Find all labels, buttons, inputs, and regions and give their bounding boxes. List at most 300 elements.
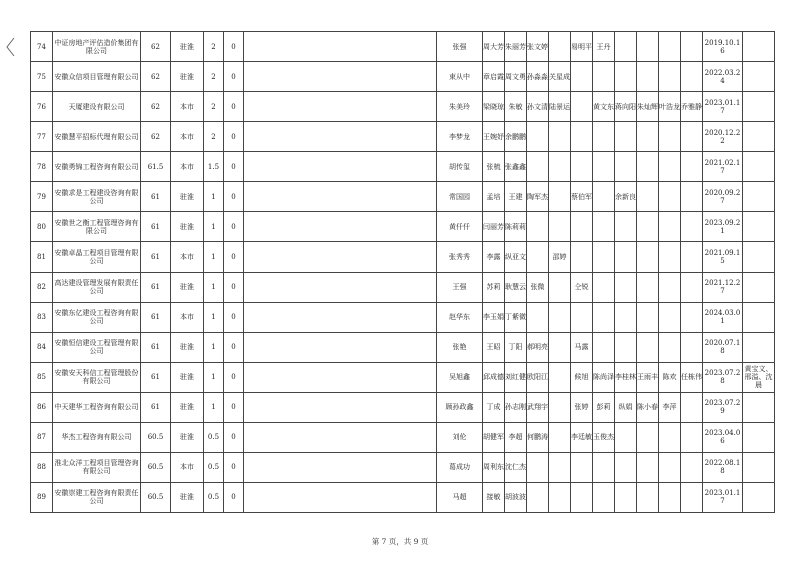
score-b: 0 [224,392,244,422]
member-name [527,212,549,242]
member-name [571,122,593,152]
member-name: 候旭 [571,362,593,392]
region: 本市 [171,242,204,272]
row-number: 89 [31,482,53,512]
region: 驻淮 [171,212,204,242]
score-a: 1 [204,242,224,272]
score-a: 0.5 [204,422,224,452]
member-name [527,152,549,182]
member-name [681,302,703,332]
remark [743,152,775,182]
member-name [593,152,615,182]
member-name: 仝锐 [571,272,593,302]
score-a: 1 [204,272,224,302]
certificate-date: 2019.10.16 [703,32,743,62]
member-name: 张微 [527,272,549,302]
score: 61 [141,212,171,242]
member-name [659,242,681,272]
member-name: 蒋向阳 [615,92,637,122]
member-name: 陆景运 [549,92,571,122]
member-name: 陈尚泽 [593,362,615,392]
score-b: 0 [224,422,244,452]
certificate-date: 2020.07.18 [703,332,743,362]
certificate-date: 2022.08.18 [703,452,743,482]
member-name [681,152,703,182]
row-number: 87 [31,422,53,452]
member-name [527,482,549,512]
member-name: 接敏 [483,482,505,512]
member-name [637,32,659,62]
remark [743,422,775,452]
member-name [659,182,681,212]
member-name: 马露 [571,332,593,362]
member-name [549,122,571,152]
company-name: 中证房地产评估造价集团有限公司 [53,32,141,62]
member-name: 易明平 [571,32,593,62]
member-name: 陈欢 [659,362,681,392]
remark [743,212,775,242]
table-row [31,152,775,182]
member-name [659,482,681,512]
member-name [571,242,593,272]
member-name [659,122,681,152]
member-name [527,242,549,272]
company-name: 安徽勇锦工程咨询有限公司 [53,152,141,182]
member-name: 丁紫微 [505,302,527,332]
score-a: 1 [204,362,224,392]
remark [743,332,775,362]
company-name: 淮北众洋工程项目管理咨询有限公司 [53,452,141,482]
table-row [31,332,775,362]
member-name [637,422,659,452]
table-row [31,422,775,452]
score-b: 0 [224,482,244,512]
member-name: 蔡伯军 [571,182,593,212]
member-name [571,62,593,92]
member-name [549,422,571,452]
region: 驻淮 [171,32,204,62]
member-name [593,332,615,362]
member-name: 王昭 [483,332,505,362]
region: 驻淮 [171,362,204,392]
member-name: 邵婷 [549,242,571,272]
member-name [549,32,571,62]
blank-cell [244,302,437,332]
score-a: 1 [204,392,224,422]
score: 61 [141,392,171,422]
member-name: 余鹏鹏 [505,122,527,152]
score-b: 0 [224,332,244,362]
company-name: 安徽卓晶工程项目管理有限公司 [53,242,141,272]
member-name: 陈小春 [637,392,659,422]
member-name [681,122,703,152]
row-number: 74 [31,32,53,62]
table-row [31,392,775,422]
score-a: 2 [204,32,224,62]
member-name [659,452,681,482]
region: 驻淮 [171,392,204,422]
member-name [549,302,571,332]
member-name [593,272,615,302]
member-name [659,272,681,302]
score: 60.5 [141,482,171,512]
blank-cell [244,272,437,302]
blank-cell [244,212,437,242]
blank-cell [244,242,437,272]
member-name [681,272,703,302]
member-name: 关星成 [549,62,571,92]
score-b: 0 [224,122,244,152]
member-name: 张梳 [483,152,505,182]
certificate-date: 2021.02.17 [703,152,743,182]
member-name: 张鑫鑫 [505,152,527,182]
region: 本市 [171,152,204,182]
responsible-person: 束从中 [437,62,483,92]
certificate-date: 2024.03.01 [703,302,743,332]
member-name [593,182,615,212]
member-name: 丁阳 [505,332,527,362]
region: 驻淮 [171,272,204,302]
member-name: 刘红健 [505,362,527,392]
row-number: 79 [31,182,53,212]
region: 本市 [171,302,204,332]
blank-cell [244,62,437,92]
table-row [31,482,775,512]
member-name [571,92,593,122]
remark [743,272,775,302]
responsible-person: 葛成功 [437,452,483,482]
member-name: 胡健军 [483,422,505,452]
member-name [527,122,549,152]
score-b: 0 [224,212,244,242]
member-name: 王建 [505,182,527,212]
certificate-date: 2023.01.17 [703,92,743,122]
member-name [593,302,615,332]
member-name: 梁晓琼 [483,92,505,122]
member-name [659,422,681,452]
row-number: 78 [31,152,53,182]
member-name: 王婉妤 [483,122,505,152]
blank-cell [244,32,437,62]
company-name: 安徽求是工程建设咨询有限公司 [53,182,141,212]
score: 61 [141,272,171,302]
member-name [527,452,549,482]
member-name [571,452,593,482]
member-name [615,242,637,272]
score-b: 0 [224,92,244,122]
table-row [31,212,775,242]
member-name: 陈莉莉 [505,212,527,242]
row-number: 75 [31,62,53,92]
certificate-date: 2020.09.27 [703,182,743,212]
certificate-date: 2022.03.24 [703,62,743,92]
member-name: 李露 [483,242,505,272]
member-name: 欧阳江 [527,362,549,392]
member-name [549,392,571,422]
row-number: 84 [31,332,53,362]
score: 61 [141,302,171,332]
member-name [637,452,659,482]
member-name [681,392,703,422]
member-name: 胡波波 [505,482,527,512]
table-row [31,272,775,302]
member-name [615,482,637,512]
member-name [659,62,681,92]
member-name: 余新良 [615,182,637,212]
member-name: 纵亚文 [505,242,527,272]
member-name: 闫丽芳 [483,212,505,242]
score-b: 0 [224,452,244,482]
member-name [681,32,703,62]
member-name [615,422,637,452]
member-name: 朱丽芳 [505,32,527,62]
member-name: 孙文清 [527,92,549,122]
row-number: 86 [31,392,53,422]
member-name [571,212,593,242]
row-number: 81 [31,242,53,272]
remark [743,32,775,62]
score: 60.5 [141,422,171,452]
remark [743,62,775,92]
company-name: 中天建华工程咨询有限公司 [53,392,141,422]
member-name [571,152,593,182]
row-number: 83 [31,302,53,332]
score: 62 [141,62,171,92]
responsible-person: 黄仟仟 [437,212,483,242]
page-number: 第 7 页，共 9 页 [371,537,429,546]
score: 61 [141,242,171,272]
row-number: 76 [31,92,53,122]
score-a: 0.5 [204,452,224,482]
certificate-date: 2023.04.06 [703,422,743,452]
score-a: 2 [204,62,224,92]
member-name: 李廷敏 [571,422,593,452]
member-name: 孙淼淼 [527,62,549,92]
score-a: 0.5 [204,482,224,512]
member-name: 周利东 [483,452,505,482]
company-name: 安徽东亿建设工程咨询有限公司 [53,302,141,332]
company-name: 安徽安天科信工程管理股份有限公司 [53,362,141,392]
member-name [615,122,637,152]
member-name [681,482,703,512]
member-name: 黄文东 [593,92,615,122]
remark [743,122,775,152]
member-name [593,62,615,92]
score-b: 0 [224,272,244,302]
table-row [31,182,775,212]
company-name: 安徽众信项目管理有限公司 [53,62,141,92]
member-name [681,452,703,482]
remark [743,392,775,422]
certificate-date: 2023.07.28 [703,362,743,392]
score-b: 0 [224,182,244,212]
score-a: 1.5 [204,152,224,182]
score-a: 1 [204,332,224,362]
member-name: 王丹 [593,32,615,62]
member-name: 周大芳 [483,32,505,62]
member-name [571,302,593,332]
table-row [31,302,775,332]
region: 本市 [171,122,204,152]
member-name [681,242,703,272]
member-name [637,212,659,242]
member-name [615,152,637,182]
member-name [593,242,615,272]
member-name: 张婷 [571,392,593,422]
remark [743,242,775,272]
row-number: 88 [31,452,53,482]
certificate-date: 2020.12.22 [703,122,743,152]
table-row [31,92,775,122]
score-a: 2 [204,122,224,152]
member-name [593,452,615,482]
score: 62 [141,122,171,152]
member-name: 李桂林 [615,362,637,392]
blank-cell [244,122,437,152]
remark: 黄宝文、邢溢、沈晨 [743,362,775,392]
score-b: 0 [224,302,244,332]
score-b: 0 [224,62,244,92]
binding-mark-icon [4,36,16,58]
table-row [31,452,775,482]
responsible-person: 王强 [437,272,483,302]
member-name [615,452,637,482]
score-b: 0 [224,242,244,272]
member-name [637,62,659,92]
table-row [31,122,775,152]
member-name [549,152,571,182]
responsible-person: 张强 [437,32,483,62]
member-name [549,182,571,212]
member-name: 孟培 [483,182,505,212]
member-name [637,482,659,512]
responsible-person: 吴旭鑫 [437,362,483,392]
member-name: 苏莉 [483,272,505,302]
member-name [615,32,637,62]
responsible-person: 李梦龙 [437,122,483,152]
table-row [31,62,775,92]
member-name [615,62,637,92]
qualification-table [30,31,775,513]
blank-cell [244,392,437,422]
member-name [549,362,571,392]
score-a: 1 [204,302,224,332]
member-name [659,152,681,182]
remark [743,302,775,332]
member-name: 叶浩龙 [659,92,681,122]
member-name [615,302,637,332]
responsible-person: 常国园 [437,182,483,212]
score: 61.5 [141,152,171,182]
responsible-person: 顾孙政鑫 [437,392,483,422]
member-name: 李玉娟 [483,302,505,332]
member-name [637,302,659,332]
company-name: 天厦建设有限公司 [53,92,141,122]
member-name [637,242,659,272]
blank-cell [244,482,437,512]
remark [743,182,775,212]
member-name [549,452,571,482]
certificate-date: 2023.07.29 [703,392,743,422]
region: 驻淮 [171,332,204,362]
remark [743,452,775,482]
member-name: 玉俊杰 [593,422,615,452]
score-a: 2 [204,92,224,122]
region: 本市 [171,452,204,482]
score-b: 0 [224,362,244,392]
certificate-date: 2021.09.15 [703,242,743,272]
member-name: 李超 [505,422,527,452]
member-name: 周文勇 [505,62,527,92]
company-name: 安徽世之衡工程管理咨询有限公司 [53,212,141,242]
responsible-person: 张秀秀 [437,242,483,272]
member-name: 武翔宇 [527,392,549,422]
member-name: 任栋伟 [681,362,703,392]
company-name: 安徽慧平招标代理有限公司 [53,122,141,152]
member-name [659,212,681,242]
score: 61 [141,332,171,362]
member-name [549,272,571,302]
region: 驻淮 [171,182,204,212]
member-name: 丁成 [483,392,505,422]
blank-cell [244,332,437,362]
score: 62 [141,92,171,122]
score: 61 [141,182,171,212]
member-name [527,302,549,332]
company-name: 高达建设管理发展有限责任公司 [53,272,141,302]
member-name: 朱灿辉 [637,92,659,122]
blank-cell [244,362,437,392]
company-name: 安徽恒信建设工程管理有限公司 [53,332,141,362]
member-name: 章启霞 [483,62,505,92]
table-row [31,242,775,272]
blank-cell [244,92,437,122]
member-name [659,302,681,332]
member-name: 朱敏 [505,92,527,122]
member-name [681,332,703,362]
member-name: 何鹏涛 [527,422,549,452]
member-name [593,482,615,512]
table-row [31,32,775,62]
member-name [615,332,637,362]
blank-cell [244,422,437,452]
member-name [637,182,659,212]
member-name [681,422,703,452]
member-name [615,272,637,302]
score: 61 [141,362,171,392]
blank-cell [244,152,437,182]
responsible-person: 马超 [437,482,483,512]
region: 本市 [171,92,204,122]
certificate-date: 2023.09.21 [703,212,743,242]
member-name: 纵娟 [615,392,637,422]
score: 60.5 [141,452,171,482]
member-name: 陶军杰 [527,182,549,212]
row-number: 80 [31,212,53,242]
row-number: 85 [31,362,53,392]
member-name [681,182,703,212]
member-name [593,212,615,242]
remark [743,92,775,122]
score-b: 0 [224,152,244,182]
member-name: 张文婷 [527,32,549,62]
row-number: 77 [31,122,53,152]
member-name [549,332,571,362]
member-name: 彭莉 [593,392,615,422]
member-name: 沈仁杰 [505,452,527,482]
member-name [681,62,703,92]
member-name: 耿慧云 [505,272,527,302]
